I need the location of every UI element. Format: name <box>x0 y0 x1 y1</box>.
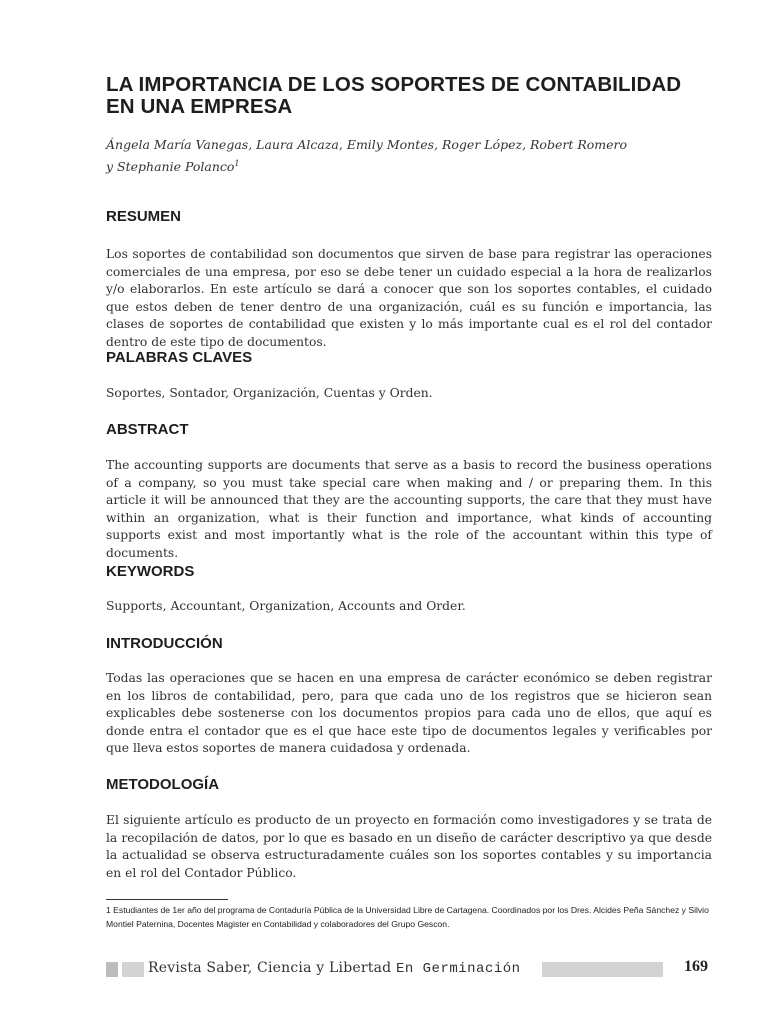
section-text-resumen: Los soportes de contabilidad son documentos que sirven de base para registrar las operaciones comerciales de una empresa, por eso se debe tener un cuidado especial a la hora de realizarlos y/o elaborarlos. En este artículo se dará a conocer que son los soportes contables, el cuidado que estos deben de tener dentro de una organización, cuál es su función e importancia, las clases de soportes de contabilidad que existen y lo más importante cual es el rol del contador dentro de este tipo de documentos. <box>106 247 712 349</box>
footnote-mark: 1 <box>234 159 240 168</box>
section-heading-palabras-claves: PALABRAS CLAVES <box>106 349 253 366</box>
footer-decoration-block <box>106 962 118 977</box>
journal-title-part-1: Revista Saber, Ciencia y Libertad <box>148 960 396 976</box>
section-text-abstract: The accounting supports are documents that serve as a basis to record the business operations of a company, so you must take special care when making and / or preparing them. In this article it will be announced that they are the accounting supports, the care that they must have within an organization, what is their function and importance, what kinds of accounting supports exist and most importantly what is the role of the accountant within this type of documents. <box>106 458 712 560</box>
page-number: 169 <box>684 958 708 975</box>
footer-decoration-block <box>122 962 144 977</box>
section-heading-keywords: KEYWORDS <box>106 563 195 580</box>
section-heading-introduccion: INTRODUCCIÓN <box>106 635 223 652</box>
page-footer <box>106 958 712 982</box>
journal-title-part-2: En Germinación <box>395 961 521 977</box>
section-text-introduccion: Todas las operaciones que se hacen en una empresa de carácter económico se deben registrar en los libros de contabilidad, pero, para que cada uno de los registros que se hicieron sean explicables debe sostenerse con los documentos propios para cada uno de ellos, que aquí es donde entra el contador que es el que hace este tipo de documentos legales y verificables por que lleva estos soportes de manera cuidadosa y ordenada. <box>106 671 712 756</box>
authors-line-1: Ángela María Vanegas, Laura Alcaza, Emily Montes, Roger López, Robert Romero <box>106 137 628 152</box>
section-heading-abstract: ABSTRACT <box>106 421 189 438</box>
footnote: 1 Estudiantes de 1er año del programa de Contaduría Pública de la Universidad Libre de Cartagena. Coordinados por los Dres. Alcides Peña Sánchez y Silvio Montiel Paternina, Docentes Magister en Contabilidad y colaboradores del Grupo Gescon. <box>106 905 709 929</box>
footnote-divider <box>106 899 228 900</box>
article-title: LA IMPORTANCIA DE LOS SOPORTES DE CONTABILIDAD EN UNA EMPRESA <box>106 73 682 118</box>
article-page <box>106 73 712 880</box>
journal-title <box>148 960 521 977</box>
article-authors <box>106 135 712 176</box>
section-heading-resumen: RESUMEN <box>106 208 182 225</box>
section-text-keywords: Supports, Accountant, Organization, Accounts and Order. <box>106 599 466 613</box>
section-text-metodologia: El siguiente artículo es producto de un proyecto en formación como investigadores y se trata de la recopilación de datos, por lo que es basado en un diseño de carácter descriptivo ya que desde la actualidad se observa estructuradamente cuáles son los soportes contables y su importancia en el rol del Contador Público. <box>106 813 712 880</box>
authors-line-2: y Stephanie Polanco <box>106 159 235 175</box>
section-heading-metodologia: METODOLOGÍA <box>106 776 220 793</box>
section-text-palabras-claves: Soportes, Sontador, Organización, Cuentas y Orden. <box>106 386 433 400</box>
footer-decoration-bar <box>542 962 663 977</box>
